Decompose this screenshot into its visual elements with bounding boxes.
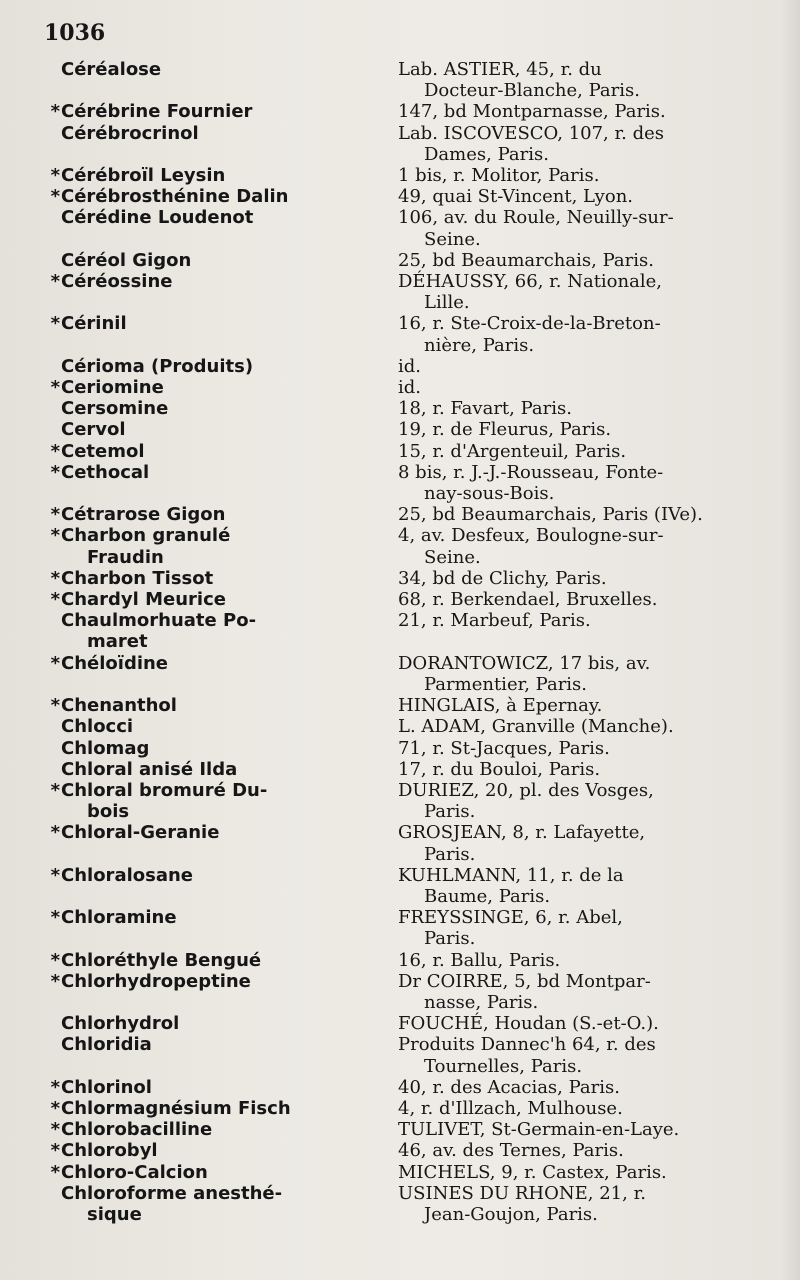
entry-product-line: bois [87, 801, 130, 823]
entry-address-line: 34, bd de Clichy, Paris. [398, 567, 607, 589]
entry-product-name [44, 759, 398, 780]
entry-star-marker: * [50, 440, 60, 462]
entry-address-line: id. [398, 377, 422, 399]
entry-address-line: DORANTOWICZ, 17 bis, av. [398, 652, 651, 674]
entry-star-marker: * [50, 1097, 60, 1119]
entry-product [44, 1140, 398, 1161]
entry-address [398, 589, 784, 610]
entry-address [398, 101, 784, 122]
entry-star-marker: * [50, 779, 60, 801]
entry-address [398, 653, 784, 695]
entry-product [44, 377, 398, 398]
entry-address-line: FOUCHÉ, Houdan (S.-et-O.). [398, 1013, 659, 1035]
entry-address [398, 1077, 784, 1098]
entry-row [44, 271, 784, 313]
entry-address-line: Lab. ISCOVESCO, 107, r. des [398, 122, 664, 144]
entry-product [44, 313, 398, 334]
entry-address-line: Seine. [424, 546, 481, 568]
entry-star-marker: * [50, 461, 60, 483]
entry-address-line: 49, quai St-Vincent, Lyon. [398, 186, 634, 208]
entry-address-line: Paris. [424, 801, 476, 823]
entry-product-name [44, 207, 398, 228]
entry-row [44, 716, 784, 737]
entry-product [44, 653, 398, 674]
entry-address-line: Paris. [424, 928, 476, 950]
entry-address [398, 1034, 784, 1076]
page-number: 1036 [44, 20, 106, 46]
entry-product-line: Cérinil [61, 313, 127, 335]
entry-address-line: 25, bd Beaumarchais, Paris. [398, 249, 654, 271]
entry-product-line: Chlocci [61, 716, 134, 738]
entry-address-line: id. [398, 355, 422, 377]
entry-row [44, 950, 784, 971]
entry-address [398, 865, 784, 907]
entry-product-name [44, 1098, 398, 1119]
entry-product [44, 589, 398, 610]
entry-address-line: 106, av. du Roule, Neuilly-sur- [398, 207, 674, 229]
entry-product-line: Chloral-Geranie [61, 822, 220, 844]
entry-product [44, 780, 398, 822]
entry-product-line: Cérébroïl Leysin [61, 165, 226, 187]
entry-product-line: Cérébrine Fournier [61, 101, 253, 123]
entry-address-line: Lab. ASTIER, 45, r. du [398, 59, 602, 80]
entry-star-marker: * [50, 165, 60, 187]
entry-product-name [44, 59, 398, 80]
entry-row [44, 59, 784, 101]
entry-row [44, 207, 784, 249]
entry-product-line: maret [87, 631, 148, 653]
entry-address-line: 46, av. des Ternes, Paris. [398, 1140, 624, 1162]
entry-address [398, 462, 784, 504]
entry-row [44, 1119, 784, 1140]
entry-star-marker: * [50, 377, 60, 399]
entry-address [398, 59, 784, 101]
entry-address-line: Seine. [424, 228, 481, 250]
entry-row [44, 525, 784, 567]
entry-address [398, 780, 784, 822]
entry-row [44, 1183, 784, 1225]
entry-product [44, 1119, 398, 1140]
entry-address-line: Dr COIRRE, 5, bd Montpar- [398, 970, 651, 992]
entry-star-marker: * [50, 652, 60, 674]
entry-address-line: 147, bd Montparnasse, Paris. [398, 101, 666, 123]
entry-address-line: Baume, Paris. [424, 885, 551, 907]
entry-product [44, 462, 398, 483]
entry-address-line: Parmentier, Paris. [424, 673, 588, 695]
entry-star-marker: * [50, 589, 60, 611]
entry-product [44, 1077, 398, 1098]
entry-star-marker: * [50, 1161, 60, 1183]
entry-product-line: Ceriomine [61, 377, 164, 399]
entry-address-line: Tournelles, Paris. [424, 1055, 583, 1077]
entry-product [44, 356, 398, 377]
entry-product [44, 1098, 398, 1119]
entry-star-marker: * [50, 907, 60, 929]
entry-product [44, 759, 398, 780]
entry-product-name [44, 1183, 398, 1225]
entry-address [398, 207, 784, 249]
entry-product [44, 398, 398, 419]
entry-address [398, 1183, 784, 1225]
entry-address-line: nay-sous-Bois. [424, 483, 555, 505]
entry-product-name [44, 1140, 398, 1161]
entry-star-marker: * [50, 313, 60, 335]
entry-product-name [44, 356, 398, 377]
entry-address [398, 504, 784, 525]
entry-address [398, 525, 784, 567]
entry-product [44, 716, 398, 737]
entry-star-marker: * [50, 567, 60, 589]
entry-star-marker: * [50, 695, 60, 717]
entry-product [44, 1013, 398, 1034]
entry-product [44, 250, 398, 271]
entry-product-name [44, 377, 398, 398]
entry-product-line: Chlorobacilline [61, 1119, 213, 1141]
entry-product-line: Chlorobyl [61, 1140, 158, 1162]
entry-address [398, 123, 784, 165]
entry-address [398, 1098, 784, 1119]
entry-address [398, 271, 784, 313]
entry-row [44, 822, 784, 864]
entry-product [44, 101, 398, 122]
entry-row [44, 865, 784, 907]
entry-product-name [44, 695, 398, 716]
entry-star-marker: * [50, 186, 60, 208]
entry-product-line: sique [87, 1203, 142, 1225]
entry-address [398, 1119, 784, 1140]
entry-row [44, 907, 784, 949]
entry-product-line: Chenanthol [61, 695, 177, 717]
entry-address-line: L. ADAM, Granville (Manche). [398, 716, 674, 738]
entry-product [44, 271, 398, 292]
entry-address-line: 4, r. d'Illzach, Mulhouse. [398, 1097, 623, 1119]
entry-row [44, 780, 784, 822]
entry-product-name [44, 1013, 398, 1034]
entry-address-line: nière, Paris. [424, 334, 535, 356]
entry-product-name [44, 271, 398, 292]
entry-row [44, 759, 784, 780]
entry-product-name [44, 165, 398, 186]
entry-product-line: Chloral anisé Ilda [61, 758, 238, 780]
entry-address-line: 71, r. St-Jacques, Paris. [398, 737, 610, 759]
entry-address [398, 1013, 784, 1034]
entry-address-line: 1 bis, r. Molitor, Paris. [398, 165, 600, 187]
entry-product [44, 738, 398, 759]
entry-address-line: GROSJEAN, 8, r. Lafayette, [398, 822, 646, 844]
entry-product [44, 1034, 398, 1055]
entry-list [44, 59, 784, 1225]
entry-address-line: FREYSSINGE, 6, r. Abel, [398, 907, 623, 929]
entry-address-line: HINGLAIS, à Epernay. [398, 695, 603, 717]
entry-product-name [44, 398, 398, 419]
entry-product-name [44, 907, 398, 928]
entry-product-name [44, 1034, 398, 1055]
entry-product [44, 165, 398, 186]
entry-star-marker: * [50, 822, 60, 844]
entry-product-line: Chloroforme anesthé- [61, 1182, 283, 1204]
entry-product-line: Charbon Tissot [61, 567, 214, 589]
entry-product [44, 186, 398, 207]
entry-product [44, 907, 398, 928]
entry-product-name [44, 653, 398, 674]
entry-address [398, 759, 784, 780]
entry-address [398, 716, 784, 737]
entry-row [44, 165, 784, 186]
entry-product-name [44, 1162, 398, 1183]
entry-row [44, 610, 784, 652]
entry-address-line: Produits Dannec'h 64, r. des [398, 1034, 656, 1056]
entry-row [44, 504, 784, 525]
entry-address [398, 186, 784, 207]
entry-product-line: Cersomine [61, 398, 169, 420]
entry-product [44, 59, 398, 80]
entry-address-line: Docteur-Blanche, Paris. [424, 80, 640, 102]
entry-product [44, 1162, 398, 1183]
entry-address-line: 4, av. Desfeux, Boulogne-sur- [398, 525, 664, 547]
entry-star-marker: * [50, 864, 60, 886]
entry-address-line: 16, r. Ballu, Paris. [398, 949, 561, 971]
entry-address-line: 25, bd Beaumarchais, Paris (IVe). [398, 504, 703, 526]
entry-product-line: Chloridia [61, 1034, 152, 1056]
entry-product-line: Charbon granulé [61, 525, 231, 547]
entry-address-line: TULIVET, St-Germain-en-Laye. [398, 1119, 680, 1141]
entry-address [398, 419, 784, 440]
entry-product-name [44, 313, 398, 334]
entry-address-line: Dames, Paris. [424, 143, 549, 165]
entry-address-line: DURIEZ, 20, pl. des Vosges, [398, 779, 654, 801]
entry-product-name [44, 716, 398, 737]
entry-row [44, 1098, 784, 1119]
page-fold-shadow [782, 0, 800, 1280]
entry-product [44, 504, 398, 525]
entry-star-marker: * [50, 504, 60, 526]
entry-product-name [44, 1077, 398, 1098]
entry-row [44, 971, 784, 1013]
entry-product-line: Chloro-Calcion [61, 1161, 208, 1183]
entry-product [44, 441, 398, 462]
entry-product-line: Cérédine Loudenot [61, 207, 254, 229]
entry-row [44, 313, 784, 355]
entry-star-marker: * [50, 525, 60, 547]
entry-star-marker: * [50, 949, 60, 971]
entry-address [398, 250, 784, 271]
entry-address [398, 695, 784, 716]
entry-row [44, 589, 784, 610]
entry-address-line: 8 bis, r. J.-J.-Rousseau, Fonte- [398, 461, 664, 483]
entry-product [44, 419, 398, 440]
entry-row [44, 101, 784, 122]
entry-row [44, 738, 784, 759]
entry-product-name [44, 780, 398, 822]
entry-product-name [44, 822, 398, 843]
entry-product-name [44, 865, 398, 886]
entry-address [398, 907, 784, 949]
entry-address-line: 19, r. de Fleurus, Paris. [398, 419, 612, 441]
entry-product-line: Cetemol [61, 440, 145, 462]
entry-row [44, 462, 784, 504]
entry-address [398, 356, 784, 377]
entry-product-name [44, 441, 398, 462]
entry-product-line: Chlorhydropeptine [61, 970, 251, 992]
entry-product-name [44, 589, 398, 610]
entry-product [44, 207, 398, 228]
entry-product-name [44, 250, 398, 271]
entry-address-line: MICHELS, 9, r. Castex, Paris. [398, 1161, 667, 1183]
entry-address-line: nasse, Paris. [424, 991, 539, 1013]
entry-product-line: Fraudin [87, 546, 164, 568]
entry-row [44, 1013, 784, 1034]
entry-address [398, 950, 784, 971]
entry-address [398, 971, 784, 1013]
entry-product-line: Chlorhydrol [61, 1013, 180, 1035]
entry-row [44, 1162, 784, 1183]
entry-row [44, 186, 784, 207]
entry-product [44, 865, 398, 886]
entry-product [44, 695, 398, 716]
entry-product-line: Chlorinol [61, 1076, 152, 1098]
entry-star-marker: * [50, 1140, 60, 1162]
entry-address-line: 21, r. Marbeuf, Paris. [398, 610, 591, 632]
entry-address-line: 18, r. Favart, Paris. [398, 398, 572, 420]
entry-star-marker: * [50, 271, 60, 293]
entry-row [44, 123, 784, 165]
entry-product [44, 525, 398, 567]
entry-star-marker: * [50, 1119, 60, 1141]
entry-product-line: Cétrarose Gigon [61, 504, 226, 526]
entry-product-line: Chéloïdine [61, 652, 169, 674]
entry-address-line: 40, r. des Acacias, Paris. [398, 1076, 620, 1098]
entry-product-name [44, 186, 398, 207]
entry-address-line: 17, r. du Bouloi, Paris. [398, 758, 601, 780]
entry-address [398, 1140, 784, 1161]
entry-row [44, 1140, 784, 1161]
entry-address [398, 398, 784, 419]
entry-product-line: Céréol Gigon [61, 249, 192, 271]
entry-address [398, 441, 784, 462]
entry-product-line: Céréossine [61, 271, 173, 293]
entry-row [44, 356, 784, 377]
entry-product-name [44, 101, 398, 122]
entry-row [44, 653, 784, 695]
entry-star-marker: * [50, 1076, 60, 1098]
entry-address-line: Lille. [424, 292, 470, 314]
entry-product [44, 568, 398, 589]
entry-product-line: Cérioma (Produits) [61, 355, 254, 377]
entry-product-name [44, 738, 398, 759]
entry-address [398, 738, 784, 759]
entry-product [44, 822, 398, 843]
entry-address-line: 15, r. d'Argenteuil, Paris. [398, 440, 627, 462]
entry-product [44, 1183, 398, 1225]
entry-row [44, 377, 784, 398]
entry-product-line: Chlomag [61, 737, 150, 759]
entry-row [44, 398, 784, 419]
entry-row [44, 1077, 784, 1098]
entry-product-line: Cérébrosthénine Dalin [61, 186, 289, 208]
entry-product-line: Chloralosane [61, 864, 194, 886]
entry-product [44, 950, 398, 971]
entry-row [44, 568, 784, 589]
entry-product-name [44, 504, 398, 525]
entry-product-name [44, 525, 398, 567]
entry-product [44, 610, 398, 652]
entry-row [44, 695, 784, 716]
entry-star-marker: * [50, 101, 60, 123]
entry-address [398, 610, 784, 631]
entry-product-name [44, 462, 398, 483]
entry-product-line: Chloral bromuré Du- [61, 779, 268, 801]
entry-address-line: 16, r. Ste-Croix-de-la-Breton- [398, 313, 661, 335]
entry-star-marker: * [50, 970, 60, 992]
entry-address [398, 313, 784, 355]
entry-address-line: Paris. [424, 843, 476, 865]
entry-product-name [44, 123, 398, 144]
entry-address-line: DÉHAUSSY, 66, r. Nationale, [398, 271, 662, 293]
entry-product [44, 123, 398, 144]
entry-row [44, 419, 784, 440]
entry-row [44, 250, 784, 271]
entry-product-line: Cérébrocrinol [61, 122, 199, 144]
entry-address [398, 568, 784, 589]
entry-address [398, 165, 784, 186]
entry-product-line: Chlormagnésium Fisch [61, 1097, 291, 1119]
entry-address-line: KUHLMANN, 11, r. de la [398, 864, 624, 886]
entry-product-line: Chaulmorhuate Po- [61, 610, 257, 632]
entry-product-name [44, 950, 398, 971]
entry-product-line: Cethocal [61, 461, 150, 483]
entry-product-name [44, 419, 398, 440]
entry-product-line: Céréalose [61, 59, 162, 80]
entry-address [398, 377, 784, 398]
entry-address [398, 822, 784, 864]
entry-product-name [44, 610, 398, 652]
entry-product-name [44, 1119, 398, 1140]
entry-product-line: Chloréthyle Bengué [61, 949, 262, 971]
entry-address-line: 68, r. Berkendael, Bruxelles. [398, 589, 658, 611]
entry-row [44, 1034, 784, 1076]
entry-address-line: Jean-Goujon, Paris. [424, 1203, 598, 1225]
entry-product-name [44, 971, 398, 992]
entry-product-line: Chloramine [61, 907, 177, 929]
entry-product-line: Chardyl Meurice [61, 589, 226, 611]
entry-address [398, 1162, 784, 1183]
entry-product [44, 971, 398, 992]
entry-address-line: USINES DU RHONE, 21, r. [398, 1182, 646, 1204]
entry-product-line: Cervol [61, 419, 126, 441]
entry-row [44, 441, 784, 462]
entry-product-name [44, 568, 398, 589]
